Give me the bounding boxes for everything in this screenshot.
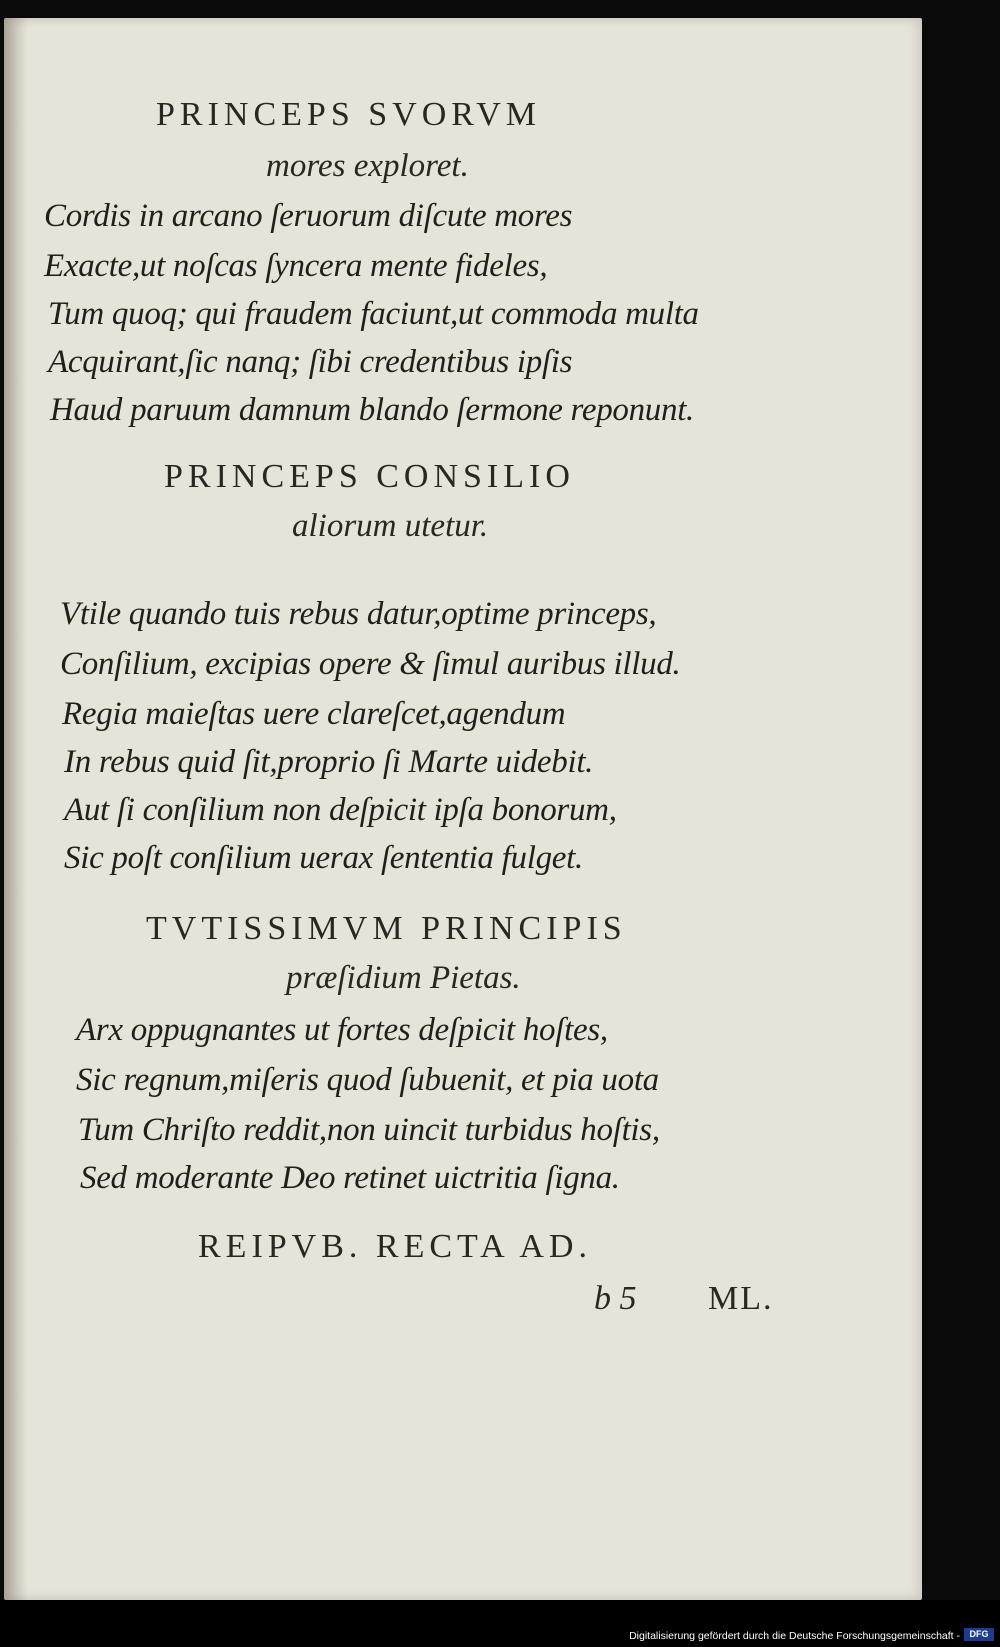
verse-line: In rebus quid ſit,proprio ſi Marte uidebit. (64, 744, 594, 780)
verse-line: Tum Chriſto reddit,non uincit turbidus hoſtis, (78, 1112, 660, 1148)
signature-mark: b 5 (594, 1280, 637, 1317)
verse-line: Tum quoq; qui fraudem faciunt,ut commoda multa (48, 296, 699, 332)
catchword-end: ML. (708, 1280, 774, 1317)
section-heading: PRINCEPS CONSILIO (164, 458, 575, 495)
dfg-logo: DFG (964, 1628, 994, 1641)
binding-shadow (4, 18, 28, 1600)
verse-line: Vtile quando tuis rebus datur,optime princeps, (60, 596, 657, 632)
funding-credit: Digitalisierung gefördert durch die Deutsche Forschungsgemeinschaft - (629, 1630, 960, 1642)
verse-line: Acquirant,ſic nanq; ſibi credentibus ipſis (48, 344, 573, 380)
verse-line: Aut ſi conſilium non deſpicit ipſa bonorum, (64, 792, 617, 828)
book-page (4, 18, 922, 1600)
verse-line: Sed moderante Deo retinet uictritia ſigna. (80, 1160, 620, 1196)
digitization-footer (0, 1600, 1000, 1647)
section-subheading: aliorum utetur. (292, 508, 489, 544)
catchword: REIPVB. RECTA AD. (198, 1228, 592, 1265)
verse-line: Regia maieſtas uere clareſcet,agendum (62, 696, 566, 732)
section-subheading: mores exploret. (266, 148, 469, 184)
verse-line: Sic poſt conſilium uerax ſententia fulget. (64, 840, 583, 876)
verse-line: Arx oppugnantes ut fortes deſpicit hoſtes, (76, 1012, 608, 1048)
verse-line: Cordis in arcano ſeruorum diſcute mores (44, 198, 573, 234)
section-heading: PRINCEPS SVORVM (156, 96, 541, 133)
verse-line: Sic regnum,miſeris quod ſubuenit, et pia uota (76, 1062, 659, 1098)
verse-line: Haud paruum damnum blando ſermone reponunt. (50, 392, 695, 428)
section-heading: TVTISSIMVM PRINCIPIS (146, 910, 627, 947)
section-subheading: præſidium Pietas. (286, 960, 521, 996)
verse-line: Conſilium, excipias opere & ſimul auribus illud. (60, 646, 681, 682)
verse-line: Exacte,ut noſcas ſyncera mente fideles, (44, 248, 548, 284)
